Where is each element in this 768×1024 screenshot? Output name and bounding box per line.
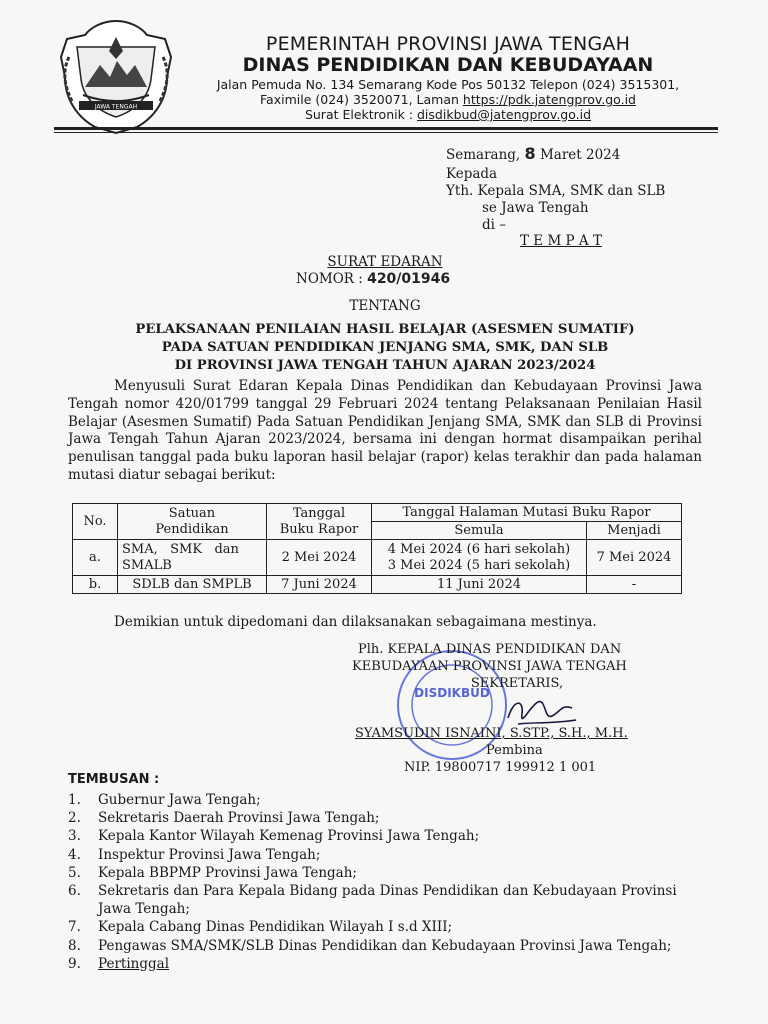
letter-type: SURAT EDARAN (327, 254, 443, 270)
recipient-region: se Jawa Tengah (482, 200, 589, 216)
email-link[interactable]: disdikbud@jatengprov.go.id (417, 107, 592, 122)
row-a-semula-line1: 4 Mei 2024 (6 hari sekolah) (387, 541, 571, 557)
table-row (73, 540, 682, 576)
table-row (73, 576, 682, 594)
list-item-number: 9. (68, 955, 81, 972)
table-header-row (73, 504, 682, 522)
list-item-number: 6. (68, 883, 81, 900)
address-line-2 (188, 92, 708, 107)
header-tanggal-line2: Buku Rapor (279, 521, 359, 537)
header-tanggal-line1: Tanggal (292, 505, 346, 521)
signer-rank: Pembina (486, 743, 543, 758)
row-a-tanggal: 2 Mei 2024 (267, 540, 372, 576)
government-name: PEMERINTAH PROVINSI JAWA TENGAH (265, 33, 631, 55)
list-item (68, 827, 708, 845)
row-a-satuan-line1: SMA, SMK dan (122, 541, 239, 557)
row-a-no: a. (73, 540, 118, 576)
list-item-text: Sekretaris dan Para Kepala Bidang pada Dinas Pendidikan dan Kebudayaan Provinsi Jawa Tengah; (98, 883, 677, 918)
list-item-number: 5. (68, 864, 81, 881)
subject-line-3: DI PROVINSI JAWA TENGAH TAHUN AJARAN 2023/2024 (174, 358, 596, 373)
recipient-di: di – (482, 217, 507, 233)
row-a-menjadi: 7 Mei 2024 (587, 540, 682, 576)
header-semula: Semula (372, 522, 587, 540)
nomor-handwritten: 420/01946 (367, 271, 451, 287)
tentang-label: TENTANG (349, 298, 421, 314)
closing-sentence: Demikian untuk dipedomani dan dilaksanakan sebagaimana mestinya. (114, 614, 597, 630)
address-line-1: Jalan Pemuda No. 134 Semarang Kode Pos 50132 Telepon (024) 3515301, (216, 77, 680, 92)
signer-name: SYAMSUDIN ISNAINI, S.STP., S.H., M.H. (355, 726, 628, 741)
list-item-text: Kepala BBPMP Provinsi Jawa Tengah; (98, 864, 357, 881)
address-line-3 (188, 107, 708, 122)
list-item (68, 809, 708, 827)
list-item-text: Pengawas SMA/SMK/SLB Dinas Pendidikan dan Kebudayaan Provinsi Jawa Tengah; (98, 937, 672, 954)
row-b-no: b. (73, 576, 118, 594)
tembusan-title: TEMBUSAN : (68, 772, 160, 787)
list-item-number: 3. (68, 828, 81, 845)
jawa-tengah-emblem-logo (55, 17, 177, 135)
signer-title-line1: Plh. KEPALA DINAS PENDIDIKAN DAN (358, 642, 622, 657)
list-item (68, 937, 708, 955)
list-item-text: Gubernur Jawa Tengah; (98, 792, 261, 808)
stamp-text: DISDIKBUD (414, 686, 490, 700)
recipient-tempat: T E M P A T (520, 233, 602, 249)
header-satuan (118, 504, 267, 540)
header-menjadi: Menjadi (587, 522, 682, 540)
tembusan-list (68, 791, 708, 973)
list-item-text: Inspektur Provinsi Jawa Tengah; (98, 846, 321, 863)
recipient-kepada: Kepada (446, 166, 498, 182)
row-b-semula: 11 Juni 2024 (372, 576, 587, 594)
website-link[interactable]: https://pdk.jatengprov.go.id (462, 92, 636, 107)
logo-text: JAWA TENGAH (94, 103, 138, 111)
row-b-satuan: SDLB dan SMPLB (118, 576, 267, 594)
header-satuan-line2: Pendidikan (155, 521, 229, 537)
list-item (68, 864, 708, 882)
subject-line-1: PELAKSANAAN PENILAIAN HASIL BELAJAR (ASESMEN SUMATIF) (135, 322, 635, 337)
list-item (68, 882, 708, 918)
date-city: Semarang, (446, 147, 521, 163)
date-day-handwritten: 8 (524, 144, 536, 163)
list-item-number: 4. (68, 846, 81, 863)
header-no: No. (73, 504, 118, 540)
signer-title-line3: SEKRETARIS, (470, 676, 564, 691)
date-month-year: Maret 2024 (539, 147, 621, 163)
signer-title-line2: KEBUDAYAAN PROVINSI JAWA TENGAH (352, 659, 627, 674)
recipient-yth: Yth. Kepala SMA, SMK dan SLB (446, 183, 666, 199)
row-b-menjadi: - (587, 576, 682, 594)
email-label: Surat Elektronik : (304, 107, 417, 122)
list-item (68, 918, 708, 936)
row-b-tanggal: 7 Juni 2024 (267, 576, 372, 594)
agency-name: DINAS PENDIDIKAN DAN KEBUDAYAAN (242, 54, 654, 76)
row-a-semula (372, 540, 587, 576)
list-item-number: 2. (68, 810, 81, 827)
list-item-text: Kepala Cabang Dinas Pendidikan Wilayah I s.d XIII; (98, 919, 453, 936)
letter-date (446, 144, 620, 163)
header-tanggal (267, 504, 372, 540)
body-paragraph: Menyusuli Surat Edaran Kepala Dinas Pendidikan dan Kebudayaan Provinsi Jawa Tengah nomor 420/01799 tanggal 29 Februari 2024 tentang Pelaksanaan Penilaian Hasil Belajar (Asesmen Sumatif) Pada Satuan Pendidikan Jenjang SMA, SMK dan SLB di Provinsi Jawa Tengah Tahun Ajaran 2023/2024, bersama ini dengan hormat disampaikan perihal penulisan tanggal pada buku laporan hasil belajar (rapor) kelas terakhir dan pada halaman mutasi diatur sebagai berikut: (68, 378, 702, 483)
list-item (68, 791, 708, 809)
list-item-text: Pertinggal (98, 955, 170, 972)
list-item (68, 955, 708, 973)
row-a-satuan (118, 540, 267, 576)
mutation-date-table (72, 503, 682, 594)
row-a-satuan-line2: SMALB (122, 557, 172, 573)
list-item-number: 7. (68, 919, 81, 936)
nomor-label: NOMOR : (296, 271, 363, 287)
list-item-text: Sekretaris Daerah Provinsi Jawa Tengah; (98, 810, 380, 827)
list-item-number: 1. (68, 792, 81, 808)
signer-nip: NIP. 19800717 199912 1 001 (404, 760, 597, 775)
list-item (68, 846, 708, 864)
subject-line-2: PADA SATUAN PENDIDIKAN JENJANG SMA, SMK, DAN SLB (161, 340, 609, 355)
letter-number (296, 271, 450, 287)
fax-text: Faximile (024) 3520071, Laman (260, 92, 463, 107)
header-mutasi: Tanggal Halaman Mutasi Buku Rapor (372, 504, 682, 522)
row-a-semula-line2: 3 Mei 2024 (5 hari sekolah) (387, 557, 571, 573)
list-item-text: Kepala Kantor Wilayah Kemenag Provinsi Jawa Tengah; (98, 828, 480, 845)
list-item-number: 8. (68, 937, 81, 954)
header-rule-thin (54, 132, 718, 133)
header-satuan-line1: Satuan (168, 505, 216, 521)
header-rule-thick (54, 127, 718, 130)
